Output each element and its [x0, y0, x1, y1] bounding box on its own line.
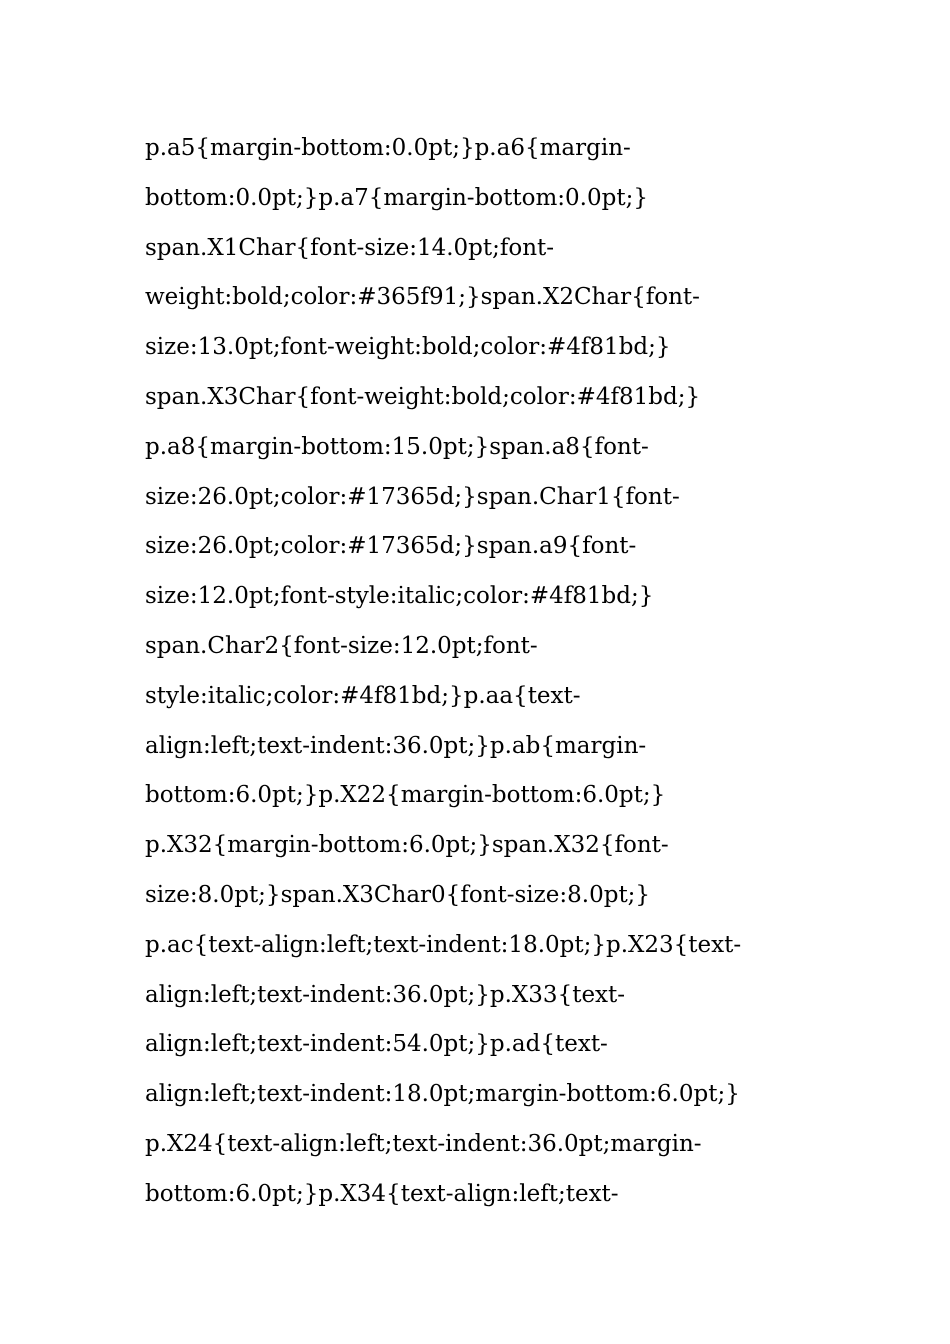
text-line: align:left;text-indent:18.0pt;margin-bottom:6.0pt;} — [145, 1081, 740, 1108]
text-line: size:26.0pt;color:#17365d;}span.a9{font- — [145, 533, 637, 560]
text-line: span.X3Char{font-weight:bold;color:#4f81bd;} — [145, 383, 701, 410]
text-line: size:8.0pt;}span.X3Char0{font-size:8.0pt;} — [145, 881, 651, 908]
text-line: p.X24{text-align:left;text-indent:36.0pt;margin- — [145, 1130, 702, 1157]
document-body — [145, 124, 845, 1220]
text-line: bottom:6.0pt;}p.X22{margin-bottom:6.0pt;} — [145, 782, 666, 809]
text-line: align:left;text-indent:36.0pt;}p.X33{text- — [145, 981, 626, 1008]
text-line: weight:bold;color:#365f91;}span.X2Char{font- — [145, 284, 700, 311]
text-line: p.a8{margin-bottom:15.0pt;}span.a8{font- — [145, 433, 649, 460]
text-line: p.a5{margin-bottom:0.0pt;}p.a6{margin- — [145, 135, 631, 161]
text-line: bottom:0.0pt;}p.a7{margin-bottom:0.0pt;} — [145, 184, 648, 211]
text-line: p.X32{margin-bottom:6.0pt;}span.X32{font- — [145, 832, 669, 859]
text-line: align:left;text-indent:54.0pt;}p.ad{text- — [145, 1031, 608, 1058]
text-line: size:26.0pt;color:#17365d;}span.Char1{font- — [145, 483, 680, 510]
text-line: span.Char2{font-size:12.0pt;font- — [145, 632, 538, 659]
text-line: align:left;text-indent:36.0pt;}p.ab{margin- — [145, 732, 647, 759]
text-line: span.X1Char{font-size:14.0pt;font- — [145, 234, 555, 261]
text-line: bottom:6.0pt;}p.X34{text-align:left;text- — [145, 1180, 619, 1207]
text-line: size:13.0pt;font-weight:bold;color:#4f81bd;} — [145, 334, 671, 361]
text-line: size:12.0pt;font-style:italic;color:#4f81bd;} — [145, 583, 654, 610]
text-line: p.ac{text-align:left;text-indent:18.0pt;}p.X23{text- — [145, 931, 742, 958]
text-line: style:italic;color:#4f81bd;}p.aa{text- — [145, 682, 581, 709]
